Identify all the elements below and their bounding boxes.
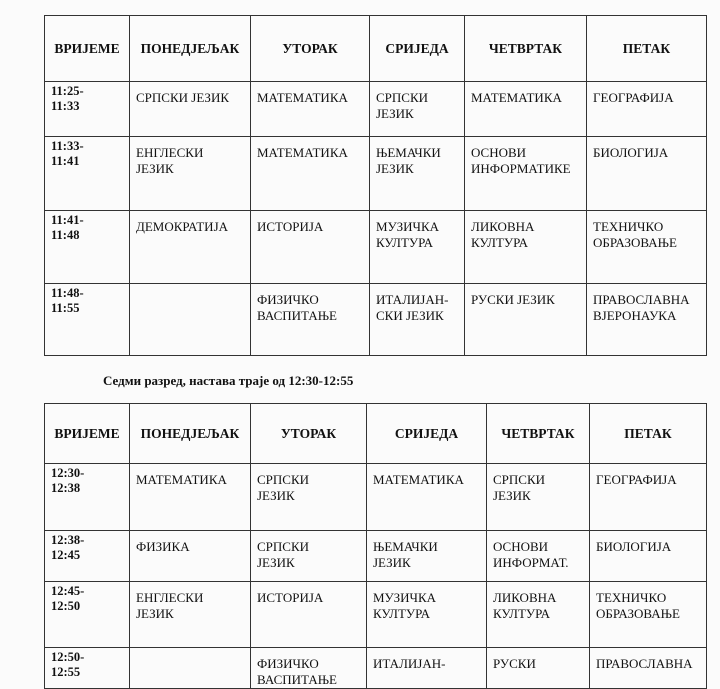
table-row [45, 284, 707, 356]
subject-line: ЈЕЗИК [373, 555, 411, 570]
subject-line: ИТАЛИЈАН- [373, 656, 446, 671]
time-cell [45, 464, 130, 531]
subject-cell [130, 531, 251, 582]
subject-line: ОБРАЗОВАЊЕ [593, 235, 677, 250]
subject-cell [367, 582, 487, 648]
subject-cell [587, 82, 707, 137]
time-cell [45, 82, 130, 137]
subject-line: МАТЕМАТИКА [257, 145, 348, 160]
subject-line: БИОЛОГИЈА [593, 145, 669, 160]
time-line: 12:55 [51, 665, 81, 679]
table-row [45, 464, 707, 531]
subject-line: КУЛТУРА [376, 235, 434, 250]
subject-cell [251, 284, 370, 356]
subject-line: ИСТОРИЈА [257, 590, 324, 605]
subject-cell [487, 648, 590, 689]
subject-cell [251, 137, 370, 211]
subject-line: ЊЕМАЧКИ [373, 539, 438, 554]
column-header: ВРИЈЕМЕ [45, 404, 130, 464]
subject-cell [251, 82, 370, 137]
subject-line: СРПСКИ ЈЕЗИК [136, 90, 229, 105]
subject-line: ВАСПИТАЊЕ [257, 672, 337, 687]
time-line: 12:50- [51, 650, 85, 664]
subject-cell [130, 648, 251, 689]
subject-cell [487, 531, 590, 582]
subject-line: КУЛТУРА [471, 235, 529, 250]
column-header: ПОНЕДЈЕЉАК [130, 404, 251, 464]
subject-line: СРПСКИ [257, 539, 310, 554]
time-line: 12:38- [51, 533, 85, 547]
time-line: 12:38 [51, 481, 81, 495]
subject-cell [130, 284, 251, 356]
subject-line: ЈЕЗИК [376, 106, 414, 121]
subject-cell [590, 464, 707, 531]
subject-line: ЈЕЗИК [136, 606, 174, 621]
schedule-table-1 [44, 15, 707, 356]
subject-cell [487, 464, 590, 531]
schedule-table-2 [44, 403, 707, 689]
subject-cell [251, 211, 370, 284]
subject-cell [590, 648, 707, 689]
subject-line: ПРАВОСЛАВНА [596, 656, 693, 671]
time-line: 11:33- [51, 139, 84, 153]
time-line: 12:45- [51, 584, 85, 598]
time-cell [45, 582, 130, 648]
subject-cell [465, 211, 587, 284]
subject-cell [251, 648, 367, 689]
subject-cell [370, 284, 465, 356]
time-cell [45, 211, 130, 284]
subject-cell [367, 648, 487, 689]
column-header: ЧЕТВРТАК [465, 16, 587, 82]
subject-line: ФИЗИКА [136, 539, 190, 554]
subject-line: ИСТОРИЈА [257, 219, 324, 234]
subject-line: СКИ ЈЕЗИК [376, 308, 444, 323]
time-line: 12:50 [51, 599, 81, 613]
subject-line: СРПСКИ [493, 472, 546, 487]
subject-line: РУСКИ [493, 656, 536, 671]
column-header: ЧЕТВРТАК [487, 404, 590, 464]
subject-cell [251, 531, 367, 582]
table-row [45, 582, 707, 648]
table-row [45, 648, 707, 689]
subject-line: ФИЗИЧКО [257, 292, 319, 307]
subject-line: МУЗИЧКА [376, 219, 440, 234]
time-cell [45, 531, 130, 582]
subject-line: ГЕОГРАФИЈА [596, 472, 677, 487]
subject-line: КУЛТУРА [493, 606, 551, 621]
subject-line: ЕНГЛЕСКИ [136, 145, 204, 160]
column-header: СРИЈЕДА [370, 16, 465, 82]
subject-cell [251, 582, 367, 648]
time-line: 11:55 [51, 301, 80, 315]
subject-cell [370, 211, 465, 284]
subject-line: ИНФОРМАТ. [493, 555, 569, 570]
subject-cell [130, 211, 251, 284]
time-cell [45, 284, 130, 356]
subject-cell [465, 284, 587, 356]
subject-line: ТЕХНИЧКО [596, 590, 667, 605]
table-row [45, 82, 707, 137]
subject-line: ОСНОВИ [471, 145, 527, 160]
subject-line: ОБРАЗОВАЊЕ [596, 606, 680, 621]
subject-line: МАТЕМАТИКА [471, 90, 562, 105]
table-row [45, 531, 707, 582]
subject-line: МУЗИЧКА [373, 590, 437, 605]
time-line: 11:33 [51, 99, 80, 113]
subject-line: ГЕОГРАФИЈА [593, 90, 674, 105]
subject-line: ДЕМОКРАТИЈА [136, 219, 229, 234]
subject-line: СРПСКИ [257, 472, 310, 487]
column-header: ПЕТАК [587, 16, 707, 82]
time-cell [45, 648, 130, 689]
column-header: ПЕТАК [590, 404, 707, 464]
subject-line: ФИЗИЧКО [257, 656, 319, 671]
subject-line: ИНФОРМАТИКЕ [471, 161, 571, 176]
subject-line: ЈЕЗИК [136, 161, 174, 176]
subject-cell [251, 464, 367, 531]
subject-line: ЈЕЗИК [376, 161, 414, 176]
time-cell [45, 137, 130, 211]
subject-line: СРПСКИ [376, 90, 429, 105]
subject-line: МАТЕМАТИКА [373, 472, 464, 487]
subject-line: БИОЛОГИЈА [596, 539, 672, 554]
subject-cell [465, 137, 587, 211]
subject-cell [590, 582, 707, 648]
time-line: 12:30- [51, 466, 85, 480]
subject-cell [370, 137, 465, 211]
subject-line: КУЛТУРА [373, 606, 431, 621]
subject-cell [130, 82, 251, 137]
subject-line: ЛИКОВНА [471, 219, 535, 234]
column-header: ПОНЕДЈЕЉАК [130, 16, 251, 82]
subject-cell [487, 582, 590, 648]
subject-cell [130, 137, 251, 211]
subject-cell [130, 464, 251, 531]
subject-line: ЊЕМАЧКИ [376, 145, 441, 160]
subject-line: ЈЕЗИК [493, 488, 531, 503]
time-line: 11:41- [51, 213, 84, 227]
subject-cell [370, 82, 465, 137]
subject-line: ИТАЛИЈАН- [376, 292, 449, 307]
column-header: ВРИЈЕМЕ [45, 16, 130, 82]
time-line: 12:45 [51, 548, 81, 562]
subject-cell [367, 531, 487, 582]
subject-line: МАТЕМАТИКА [136, 472, 227, 487]
time-line: 11:41 [51, 154, 80, 168]
subject-cell [130, 582, 251, 648]
subject-line: ОСНОВИ [493, 539, 549, 554]
table-row [45, 137, 707, 211]
subject-line: ЈЕЗИК [257, 488, 295, 503]
subject-line: ВЈЕРОНАУКА [593, 308, 677, 323]
column-header: УТОРАК [251, 404, 367, 464]
table-2-caption: Седми разред, настава траје од 12:30-12:55 [103, 373, 354, 388]
subject-cell [587, 284, 707, 356]
column-header: УТОРАК [251, 16, 370, 82]
subject-cell [587, 137, 707, 211]
subject-line: РУСКИ ЈЕЗИК [471, 292, 555, 307]
column-header: СРИЈЕДА [367, 404, 487, 464]
subject-line: ПРАВОСЛАВНА [593, 292, 690, 307]
time-line: 11:25- [51, 84, 84, 98]
subject-line: ЕНГЛЕСКИ [136, 590, 204, 605]
subject-line: ЛИКОВНА [493, 590, 557, 605]
subject-line: МАТЕМАТИКА [257, 90, 348, 105]
time-line: 11:48- [51, 286, 84, 300]
table-row [45, 211, 707, 284]
subject-cell [367, 464, 487, 531]
subject-cell [587, 211, 707, 284]
subject-line: ВАСПИТАЊЕ [257, 308, 337, 323]
subject-cell [465, 82, 587, 137]
subject-cell [590, 531, 707, 582]
time-line: 11:48 [51, 228, 80, 242]
subject-line: ТЕХНИЧКО [593, 219, 664, 234]
subject-line: ЈЕЗИК [257, 555, 295, 570]
